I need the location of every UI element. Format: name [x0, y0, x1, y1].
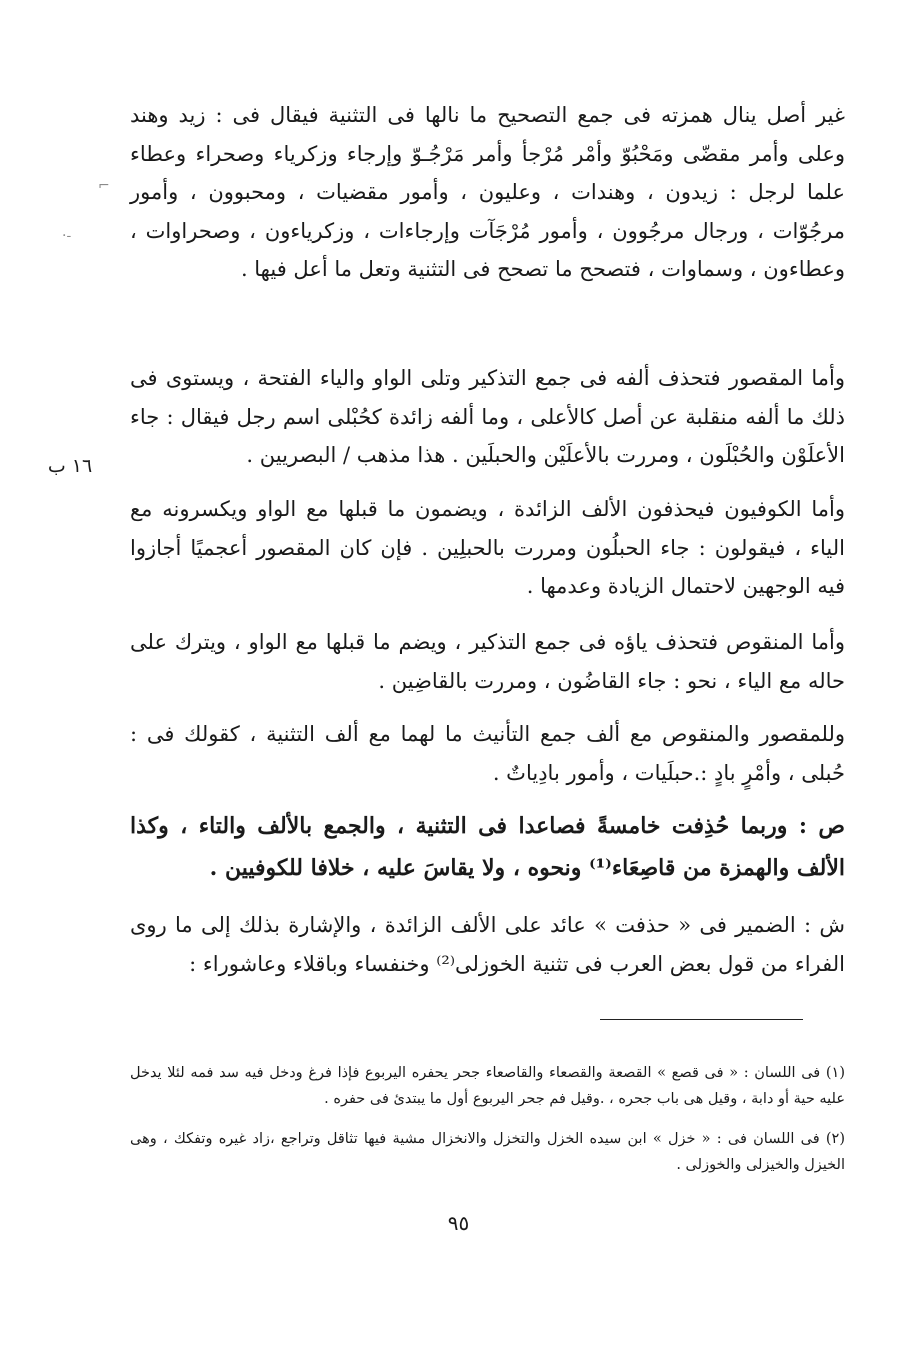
footnote-1: (١) فى اللسان : « فى قصع » القصعة والقصعاء والقاصعاء جحر يحفره اليربوع فإذا فرغ ودخل فيه سد فمه لئلا يدخل عليه حية أو دابة ، وقيل هى باب جحره ، .وقيل فم جحر اليربوع أول ما يبتدئ فى حفره .: [130, 1065, 845, 1107]
paragraph-manqus: وأما المنقوص فتحذف ياؤه فى جمع التذكير ، ويضم ما قبلها مع الواو ، ويترك على حاله مع الياء ، نحو : جاء القاضُون ، ومررت بالقاضِين .: [130, 630, 845, 693]
folio-marker: ١٦ ب: [47, 455, 93, 477]
page-number: ٩٥: [447, 1211, 470, 1235]
margin-mark: ⌐: [98, 178, 110, 194]
paragraph-maqsur-basrans: وأما المقصور فتحذف ألفه فى جمع التذكير وتلى الواو والياء الفتحة ، ويستوى فى ذلك ما ألفه منقلبة عن أصل كالأعلى ، وما ألفه زائدة كحُبْلى اسم رجل فيقال : جاء الأعلَوْن والحُبْلَون ، ومررت بالأعلَيْن والحبلَين . هذا مذهب / البصريين .: [130, 366, 845, 467]
footnote-separator: [600, 1019, 803, 1020]
matn-text-bold: ص : وربما حُذِفت خامسةً فصاعدا فى التثنية ، والجمع بالألف والتاء ، وكذا الألف والهمزة من قاصِعَاء⁽¹⁾ ونحوه ، ولا يقاسَ عليه ، خلافا للكوفيين .: [130, 813, 845, 881]
paragraph-kufans: وأما الكوفيون فيحذفون الألف الزائدة ، ويضمون ما قبلها مع الواو ويكسرونه مع الياء ، فيقولون : جاء الحبلُون ومررت بالحبلِين . فإن كان المقصور أعجميًا أجازوا فيه الوجهين لاحتمال الزيادة وعدمها .: [130, 497, 845, 598]
footnote-2: (٢) فى اللسان فى : « خزل » ابن سيده الخزل والتخزل والانخزال مشية فيها تثاقل وتراجع ،زاد غيره وتفكك ، وهى الخيزل والخيزلى والخوزلى .: [130, 1131, 845, 1173]
paragraph-plurals-hamza: غير أصل ينال همزته فى جمع التصحيح ما نالها فى التثنية فيقال فى : زيد وهند وعلى وأمر مقضّى ومَحْبُوّ وأمْر مُرْجأ وأمر مَرْجُـوّ وإرجاء وزكرياء وصحراء وعطاء علما لرجل : زيدون ، وهندات ، وعليون ، وأمور مقضيات ، ومحبوون ، وأمور مرجُوّات ، ورجال مرجُوون ، وأمور مُرْجَآت وإرجاءات ، وزكرياءون ، وصحراوات ، وعطاءون ، وسماوات ، فتصحح ما تصحح فى التثنية وتعل ما أعل فيها .: [130, 103, 845, 281]
margin-mark: ·‐: [62, 228, 72, 244]
paragraph-feminine-plural: وللمقصور والمنقوص مع ألف جمع التأنيث ما لهما مع ألف التثنية ، كقولك فى : حُبلى ، وأمْرٍ بادٍ :.حبلَيات ، وأمور بادِياتٌ .: [130, 722, 845, 785]
paragraph-sharh: ش : الضمير فى « حذفت » عائد على الألف الزائدة ، والإشارة بذلك إلى ما روى الفراء من قول بعض العرب فى تثنية الخوزلى⁽²⁾ وخنفساء وباقلاء وعاشوراء :: [130, 913, 845, 976]
